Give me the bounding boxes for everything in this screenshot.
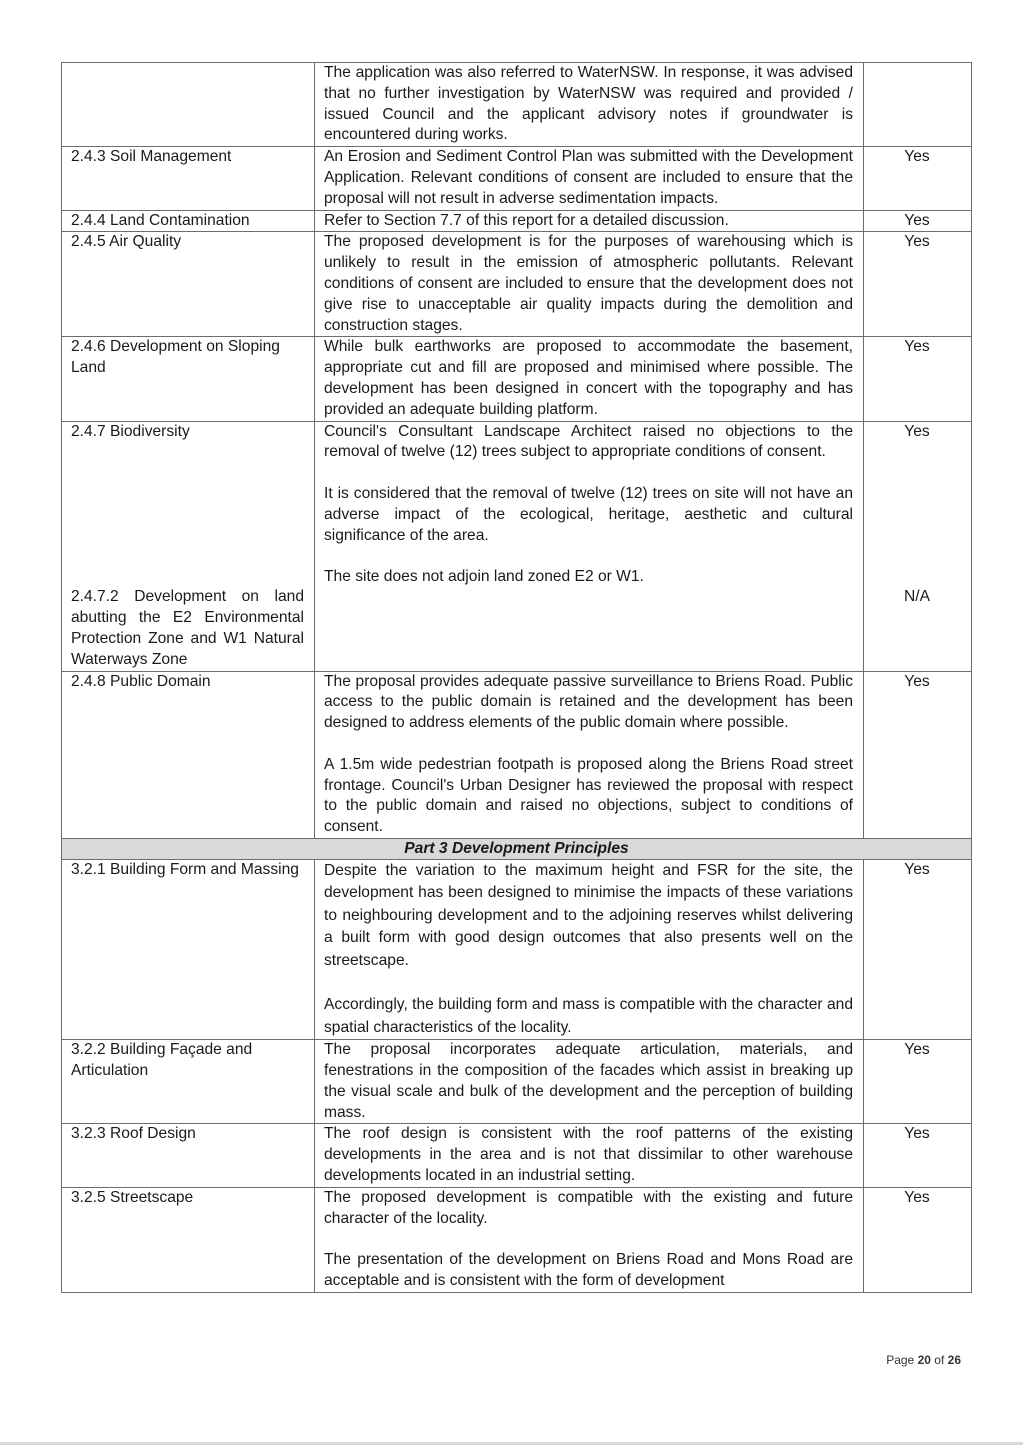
table-row <box>62 1124 972 1187</box>
comment-cell <box>315 210 864 232</box>
clause-cell <box>62 421 315 671</box>
comment-text: The proposal provides adequate passive surveillance to Briens Road. Public access to the public domain is retained and the development has been designed to address elements of the public domain where possible. <box>324 672 853 732</box>
comment-cell <box>315 421 864 671</box>
sub-clause-text: 2.4.7.2 Development on land abutting the E2 Environmental Protection Zone and W1 Natural Waterways Zone <box>71 588 304 668</box>
table-row <box>62 859 972 1039</box>
comment-cell <box>315 63 864 147</box>
status-cell: Yes <box>864 1187 972 1292</box>
table-row <box>62 147 972 210</box>
comment-cell <box>315 671 864 838</box>
page-of-label: of <box>934 1353 945 1367</box>
comment-text: The roof design is consistent with the roof patterns of the existing developments in the area and is not that dissimilar to other warehouse developments located in an industrial setting. <box>324 1125 853 1184</box>
table-row <box>62 421 972 671</box>
comment-text: The proposed development is compatible with the existing and future character of the locality. <box>324 1188 853 1227</box>
comment-cell <box>315 337 864 421</box>
comment-text: The proposed development is for the purposes of warehousing which is unlikely to result in the emission of atmospheric pollutants. Relevant conditions of consent are included to ensure that the development does not give rise to unacceptable air quality impacts during the demolition and construction stages. <box>324 233 853 334</box>
status-cell <box>864 63 972 147</box>
comment-text: An Erosion and Sediment Control Plan was submitted with the Development Application. Relevant conditions of consent are included to ensure that the proposal will not result in adverse sedimentation impacts. <box>324 148 853 207</box>
status-cell: Yes <box>864 1040 972 1124</box>
page-current: 20 <box>917 1353 931 1367</box>
table-row <box>62 232 972 337</box>
comment-text: The presentation of the development on Briens Road and Mons Road are acceptable and is consistent with the form of development <box>324 1251 853 1289</box>
table-row <box>62 63 972 147</box>
comment-cell <box>315 147 864 210</box>
status-cell: Yes <box>864 1124 972 1187</box>
section-heading-row <box>62 838 972 859</box>
clause-cell: 2.4.4 Land Contamination <box>62 210 315 232</box>
clause-cell <box>62 337 315 421</box>
page-label: Page <box>886 1353 915 1367</box>
comment-text: It is considered that the removal of twelve (12) trees on site will not have an adverse impact of the ecological, heritage, aesthetic and cultural significance of the area. <box>324 484 853 544</box>
status-cell: Yes <box>864 859 972 1039</box>
comment-text: The proposal incorporates adequate articulation, materials, and fenestrations in the composition of the facades which assist in breaking up the visual scale and bulk of the development and the perception of building mass. <box>324 1041 853 1121</box>
status-cell <box>864 421 972 671</box>
clause-cell: 3.2.1 Building Form and Massing <box>62 859 315 1039</box>
comment-text: The application was also referred to WaterNSW. In response, it was advised that no further investigation by WaterNSW was required and provided / issued Council and the applicant advisory notes if groundwater is encountered during works. <box>324 64 853 144</box>
clause-cell: 3.2.2 Building Façade and Articulation <box>62 1040 315 1124</box>
comment-cell <box>315 1187 864 1292</box>
table-row <box>62 337 972 421</box>
comment-cell <box>315 1040 864 1124</box>
page-total: 26 <box>947 1353 961 1367</box>
status-text: Yes <box>904 422 930 440</box>
status-cell: Yes <box>864 147 972 210</box>
comment-text: Despite the variation to the maximum height and FSR for the site, the development has been designed to minimise the impacts of these variations to neighbouring development and to the adjoining reserves whilst delivering a built form with good design outcomes that also presents well on the streetscape. <box>324 861 853 969</box>
clause-cell: 3.2.5 Streetscape <box>62 1187 315 1292</box>
page-number <box>886 1353 961 1367</box>
clause-cell: 2.4.5 Air Quality <box>62 232 315 337</box>
status-cell: Yes <box>864 232 972 337</box>
status-cell: Yes <box>864 210 972 232</box>
comment-text: Refer to Section 7.7 of this report for a detailed discussion. <box>324 211 729 229</box>
clause-cell: 2.4.8 Public Domain <box>62 671 315 838</box>
comment-text: Accordingly, the building form and mass is compatible with the character and spatial characteristics of the locality. <box>324 996 853 1036</box>
page-bottom-border <box>0 1442 1023 1445</box>
comment-text: A 1.5m wide pedestrian footpath is proposed along the Briens Road street frontage. Council's Urban Designer has reviewed the proposal with respect to the public domain and raised no objections, subject to conditions of consent. <box>324 755 853 836</box>
compliance-table <box>61 62 972 1293</box>
sub-status-text: N/A <box>904 588 930 606</box>
table-row <box>62 1187 972 1292</box>
table-row <box>62 671 972 838</box>
clause-text: 2.4.6 Development on Sloping Land <box>71 338 280 377</box>
clause-cell: 2.4.3 Soil Management <box>62 147 315 210</box>
table-row <box>62 210 972 232</box>
section-heading: Part 3 Development Principles <box>62 838 972 859</box>
clause-cell: 3.2.3 Roof Design <box>62 1124 315 1187</box>
table-row <box>62 1040 972 1124</box>
comment-cell <box>315 1124 864 1187</box>
comment-cell <box>315 859 864 1039</box>
clause-cell <box>62 63 315 147</box>
comment-text: Council's Consultant Landscape Architect raised no objections to the removal of twelve (12) trees subject to appropriate conditions of consent. <box>324 422 853 461</box>
sub-comment-text: The site does not adjoin land zoned E2 or W1. <box>324 568 644 586</box>
status-cell: Yes <box>864 337 972 421</box>
comment-cell <box>315 232 864 337</box>
comment-text: While bulk earthworks are proposed to accommodate the basement, appropriate cut and fill are proposed and minimised where possible. The development has been designed in concert with the topography and has provided an adequate building platform. <box>324 338 853 418</box>
status-cell: Yes <box>864 671 972 838</box>
clause-text: 2.4.7 Biodiversity <box>71 422 190 440</box>
